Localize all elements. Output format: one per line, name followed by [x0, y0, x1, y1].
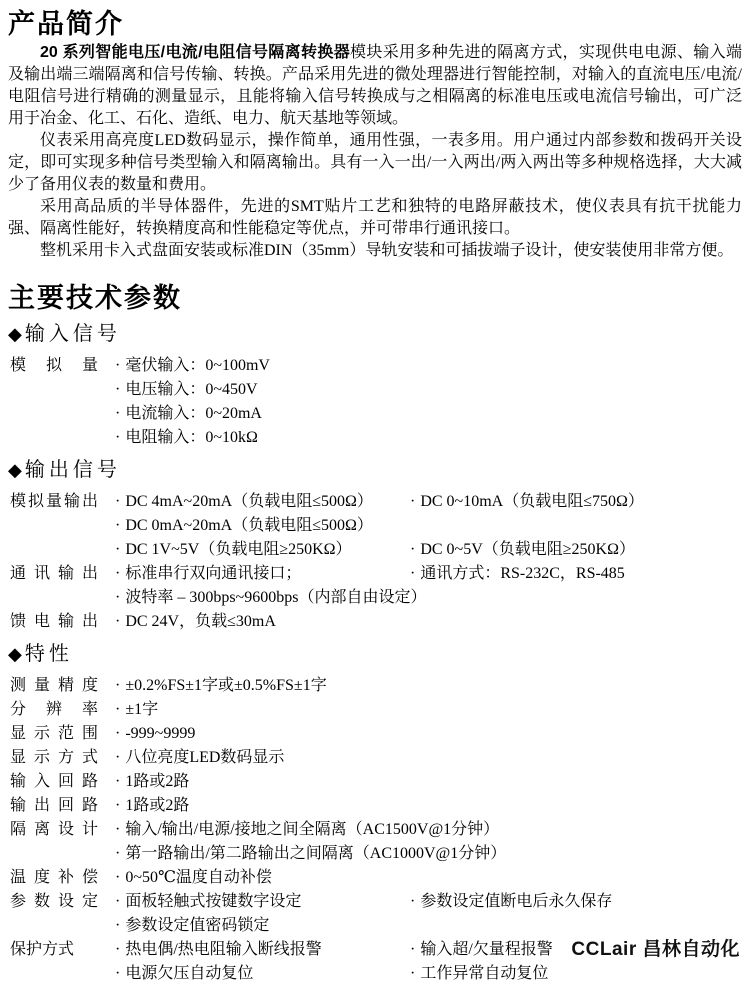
spec-row [8, 746, 742, 770]
spec-label: 分辨率 [10, 701, 98, 718]
bullet-icon: · [115, 405, 121, 422]
spec-row [8, 490, 742, 562]
bullet-icon: · [115, 589, 121, 606]
bullet-icon: · [410, 493, 416, 510]
spec-value-text: 输入/输出/电源/接地之间全隔离（AC1500V@1分钟） [125, 821, 500, 838]
spec-item [115, 402, 262, 426]
spec-values [115, 698, 742, 722]
spec-item [410, 490, 644, 514]
spec-label: 模拟量输出 [10, 493, 98, 510]
spec-item [115, 794, 189, 818]
spec-item [410, 538, 635, 562]
spec-values [115, 770, 742, 794]
spec-label: 保护方式 [10, 941, 75, 958]
bullet-icon: · [115, 565, 121, 582]
intro-lead-bold: 20 系列智能电压/电流/电阻信号隔离转换器 [40, 44, 351, 61]
spec-value-text: 输入超/欠量程报警 [420, 941, 553, 958]
bullet-icon: · [115, 773, 121, 790]
subsection-title: 特性 [24, 643, 73, 665]
spec-label: 输出回路 [10, 797, 98, 814]
intro-paragraph-1: 20 系列智能电压/电流/电阻信号隔离转换器模块采用多种先进的隔离方式，实现供电电源、输入端及输出端三端隔离和信号传输、转换。产品采用先进的微处理器进行智能控制，对输入的直流电压/电流/电阻信号进行精确的测量显示，且能将输入信号转换成与之相隔离的标准电压或电流信号输出，可广泛用于冶金、化工、石化、造纸、电力、航天基地等领域。 [8, 44, 742, 127]
spec-line [115, 962, 742, 986]
spec-row [8, 770, 742, 794]
intro-paragraph-3: 采用高品质的半导体器件，先进的SMT贴片工艺和独特的电路屏蔽技术，使仪表具有抗干扰能力强、隔离性能好，转换精度高和性能稳定等优点，并可带串行通讯接口。 [8, 198, 742, 237]
spec-row [8, 674, 742, 698]
bullet-icon: · [115, 541, 121, 558]
spec-value-text: 电压输入：0~450V [125, 381, 258, 398]
bullet-icon: · [410, 965, 416, 982]
spec-item [115, 842, 506, 866]
spec-label: 测量精度 [10, 677, 98, 694]
subsection-title: 输入信号 [24, 323, 121, 345]
spec-value-text: 1路或2路 [125, 773, 190, 790]
spec-sections [8, 322, 742, 986]
intro-paragraph-4: 整机采用卡入式盘面安装或标准DIN（35mm）导轨安装和可插拔端子设计，使安装使用非常方便。 [40, 242, 734, 259]
spec-value-text: 第一路输出/第二路输出之间隔离（AC1000V@1分钟） [125, 845, 507, 862]
bullet-icon: · [410, 541, 416, 558]
spec-label: 隔离设计 [10, 821, 98, 838]
bullet-icon: · [115, 701, 121, 718]
bullet-icon: · [115, 381, 121, 398]
bullet-icon: · [115, 845, 121, 862]
spec-values [115, 354, 742, 450]
spec-item [115, 674, 327, 698]
spec-value-text: DC 1V~5V（负载电阻≥250KΩ） [125, 541, 352, 558]
spec-values [115, 490, 742, 562]
spec-values [115, 746, 742, 770]
spec-item [115, 490, 410, 514]
spec-value-text: 参数设定值断电后永久保存 [420, 893, 613, 910]
spec-line [115, 818, 742, 842]
spec-value-text: 电流输入：0~20mA [125, 405, 262, 422]
spec-item [115, 610, 276, 634]
spec-values [115, 610, 742, 634]
spec-row [8, 610, 742, 634]
spec-value-text: 0~50℃温度自动补偿 [125, 869, 272, 886]
spec-value-text: 标准串行双向通讯接口； [125, 565, 302, 582]
spec-line [115, 866, 742, 890]
spec-item [115, 514, 373, 538]
bullet-icon: · [115, 941, 121, 958]
spec-item [115, 378, 258, 402]
spec-value-text: DC 0mA~20mA（负载电阻≤500Ω） [125, 517, 373, 534]
spec-value-text: DC 4mA~20mA（负载电阻≤500Ω） [125, 493, 373, 510]
bullet-icon: · [115, 965, 121, 982]
spec-item [115, 698, 158, 722]
spec-value-text: ±1字 [125, 701, 159, 718]
spec-line [115, 746, 742, 770]
spec-value-text: 热电偶/热电阻输入断线报警 [125, 941, 322, 958]
spec-line [115, 722, 742, 746]
spec-line [115, 562, 742, 586]
bullet-icon: · [115, 725, 121, 742]
diamond-icon: ◆ [8, 644, 22, 664]
bullet-icon: · [115, 917, 121, 934]
spec-label: 显示方式 [10, 749, 98, 766]
intro-paragraphs [8, 42, 742, 262]
spec-item [115, 770, 189, 794]
spec-values [115, 818, 742, 866]
bullet-icon: · [115, 797, 121, 814]
page-title-product-intro: 产品简介 [8, 9, 124, 39]
diamond-icon: ◆ [8, 324, 22, 344]
spec-value-text: 工作异常自动复位 [420, 965, 549, 982]
spec-line [115, 890, 742, 914]
spec-value-text: 1路或2路 [125, 797, 190, 814]
spec-value-text: 参数设定值密码锁定 [125, 917, 270, 934]
spec-item [410, 890, 612, 914]
subsection-heading-output-signal [8, 458, 742, 482]
section-title-tech-params: 主要技术参数 [8, 283, 182, 313]
subsection-heading-input-signal [8, 322, 742, 346]
bullet-icon: · [115, 677, 121, 694]
spec-line [115, 698, 742, 722]
spec-item [115, 914, 269, 938]
spec-line [115, 354, 742, 378]
spec-line [115, 402, 742, 426]
spec-label: 显示范围 [10, 725, 98, 742]
bullet-icon: · [115, 613, 121, 630]
spec-line [115, 770, 742, 794]
spec-value-text: 电阻输入：0~10kΩ [125, 429, 258, 446]
bullet-icon: · [410, 941, 416, 958]
spec-item [115, 538, 410, 562]
spec-row [8, 890, 742, 938]
spec-value-text: 面板轻触式按键数字设定 [125, 893, 302, 910]
spec-value-text: -999~9999 [125, 725, 196, 742]
spec-item [115, 722, 195, 746]
spec-item [410, 938, 553, 962]
spec-line [115, 514, 742, 538]
spec-line [115, 610, 742, 634]
intro-paragraph-2: 仪表采用高亮度LED数码显示，操作简单，通用性强，一表多用。用户通过内部参数和拨码开关设定，即可实现多种信号类型输入和隔离输出。具有一入一出/一入两出/两入两出等多种规格选择，大大减少了备用仪表的数量和费用。 [8, 132, 742, 193]
spec-line [115, 426, 742, 450]
spec-row [8, 866, 742, 890]
spec-values [115, 562, 742, 610]
spec-value-text: ±0.2%FS±1字或±0.5%FS±1字 [125, 677, 327, 694]
spec-value-text: DC 0~5V（负载电阻≥250KΩ） [420, 541, 635, 558]
bullet-icon: · [115, 517, 121, 534]
spec-line [115, 538, 742, 562]
spec-label: 参数设定 [10, 893, 98, 910]
spec-values [115, 794, 742, 818]
spec-item [115, 818, 499, 842]
spec-values [115, 866, 742, 890]
spec-row [8, 698, 742, 722]
bullet-icon: · [115, 869, 121, 886]
spec-item [115, 562, 410, 586]
spec-line [115, 378, 742, 402]
spec-item [410, 562, 625, 586]
spec-item [410, 962, 548, 986]
spec-row [8, 722, 742, 746]
spec-values [115, 674, 742, 698]
spec-line [115, 490, 742, 514]
bullet-icon: · [410, 893, 416, 910]
bullet-icon: · [115, 821, 121, 838]
spec-item [115, 890, 410, 914]
spec-value-text: 电源欠压自动复位 [125, 965, 254, 982]
diamond-icon: ◆ [8, 460, 22, 480]
spec-label: 模拟量 [10, 357, 98, 374]
spec-label: 通讯输出 [10, 565, 98, 582]
spec-value-text: 波特率 – 300bps~9600bps（内部自由设定） [125, 589, 427, 606]
spec-line [115, 842, 742, 866]
spec-item [115, 426, 258, 450]
spec-item [115, 746, 284, 770]
subsection-heading-features [8, 642, 742, 666]
spec-label: 输入回路 [10, 773, 98, 790]
spec-values [115, 890, 742, 938]
subsection-title: 输出信号 [24, 459, 121, 481]
spec-item [115, 586, 426, 610]
company-logo: CCLair 昌林自动化 [571, 939, 740, 960]
bullet-icon: · [115, 429, 121, 446]
bullet-icon: · [410, 565, 416, 582]
spec-label: 温度补偿 [10, 869, 98, 886]
spec-value-text: 通讯方式：RS-232C，RS-485 [420, 565, 625, 582]
bullet-icon: · [115, 493, 121, 510]
bullet-icon: · [115, 357, 121, 374]
spec-line [115, 674, 742, 698]
spec-row [8, 818, 742, 866]
bullet-icon: · [115, 893, 121, 910]
spec-item [115, 962, 410, 986]
spec-row [8, 354, 742, 450]
spec-value-text: DC 24V，负载≤30mA [125, 613, 276, 630]
spec-item [115, 866, 272, 890]
spec-value-text: DC 0~10mA（负载电阻≤750Ω） [420, 493, 644, 510]
spec-line [115, 794, 742, 818]
spec-label: 馈电输出 [10, 613, 98, 630]
spec-row [8, 794, 742, 818]
spec-item [115, 354, 270, 378]
bullet-icon: · [115, 749, 121, 766]
spec-values [115, 722, 742, 746]
spec-item [115, 938, 410, 962]
spec-value-text: 毫伏输入：0~100mV [125, 357, 270, 374]
spec-line [115, 586, 742, 610]
spec-row [8, 562, 742, 610]
spec-value-text: 八位亮度LED数码显示 [125, 749, 285, 766]
